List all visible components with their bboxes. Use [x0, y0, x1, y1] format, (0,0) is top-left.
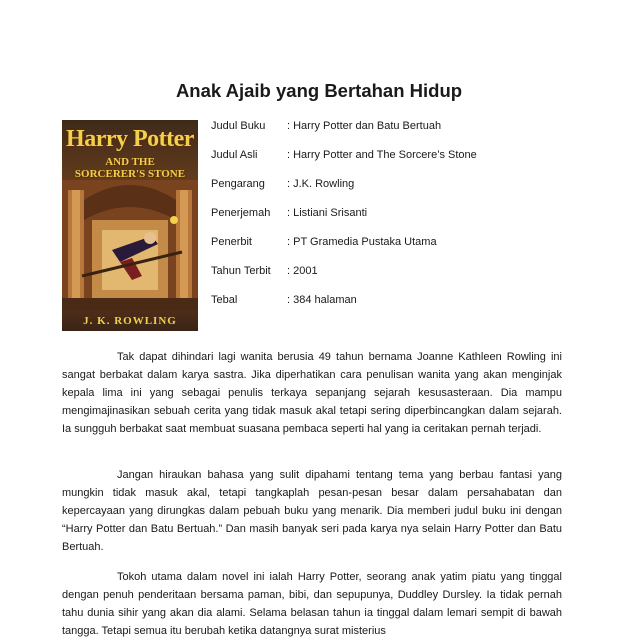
book-info-label: Tebal — [211, 294, 238, 306]
book-info-value: : PT Gramedia Pustaka Utama — [287, 236, 437, 248]
book-info-label: Tahun Terbit — [211, 265, 271, 277]
book-info-value: : J.K. Rowling — [287, 178, 355, 190]
book-info-value: : Harry Potter dan Batu Bertuah — [287, 120, 442, 132]
cover-illustration — [62, 180, 198, 310]
book-info-value: : 384 halaman — [287, 294, 357, 306]
cover-title: Harry Potter — [66, 126, 194, 152]
cover-subtitle-line1: AND THE — [105, 156, 155, 168]
body-paragraph: Tak dapat dihindari lagi wanita berusia 49 tahun bernama Joanne Kathleen Rowling ini sangat berbakat dalam karya sastra. Jika diperhatikan cara penulisan wanita yang akan menginjak kepala lima ini yang sebagai penulis terkaya sepanjang sejarah kesusasteraan. Dia mampu mengimajinasikan sebuah cerita yang tidak masuk akal tetapi sering diperbincangkan dalam sejarah. Ia sungguh berbakat saat membuat suasana pembaca seperti hal yang ia ceritakan pernah terjadi. — [62, 351, 562, 435]
book-info-value: : Harry Potter and The Sorcere’s Stone — [287, 149, 477, 161]
cover-author: J. K. ROWLING — [83, 315, 177, 327]
page-title: Anak Ajaib yang Bertahan Hidup — [175, 80, 463, 101]
book-info-label: Penerjemah — [211, 207, 271, 219]
book-info-value: : 2001 — [287, 265, 318, 277]
book-info-value: : Listiani Srisanti — [287, 207, 368, 219]
book-info-label: Pengarang — [211, 178, 265, 190]
book-info-label: Judul Asli — [211, 149, 258, 161]
book-cover-image — [62, 120, 198, 331]
book-info-label: Judul Buku — [211, 120, 266, 132]
body-paragraph: Jangan hiraukan bahasa yang sulit dipahami tentang tema yang berbau fantasi yang mungkin tidak masuk akal, tetapi tangkaplah pesan-pesan besar dalam persahabatan dan kepercayaan yang dirungkas dalam pebuah buku yang menarik. Dia memberi judul buku ini dengan “Harry Potter dan Batu Bertuah.” Dan masih banyak seri pada karya nya selain Harry Potter dan Batu Bertuah. — [62, 469, 562, 553]
book-info-label: Penerbit — [211, 236, 252, 248]
body-paragraph: Tokoh utama dalam novel ini ialah Harry Potter, seorang anak yatim piatu yang tinggal dengan penuh penderitaan bersama paman, bibi, dan sepupunya, Duddley Dursley. Ia tidak pernah tahu dunia sihir yang akan dia alami. Selama belasan tahun ia tinggal dalam lemari sempit di bawah tangga. Tetapi semua itu berubah ketika datangnya surat misterius — [62, 571, 562, 637]
cover-subtitle-line2: SORCERER'S STONE — [74, 168, 186, 180]
cover-subtitle — [62, 156, 198, 180]
